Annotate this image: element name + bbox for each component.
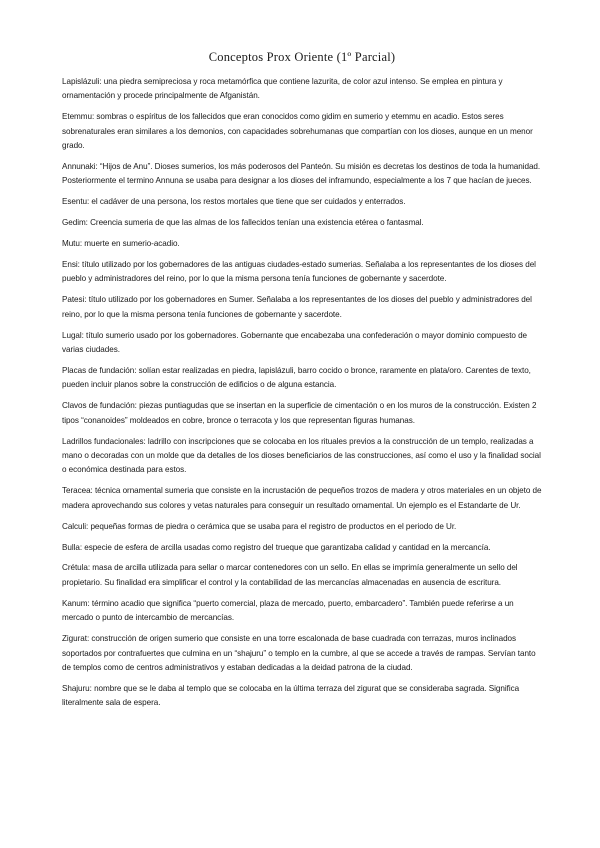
glossary-entry-cretula: Crétula: masa de arcilla utilizada para sellar o marcar contenedores con un sello. En ellas se imprimía generalmente un sello del propietario. Su finalidad era simplificar el control y la contabilidad de las mercancías almacenadas en ausencia de escritura. — [62, 563, 518, 587]
page-title: Conceptos Prox Oriente (1º Parcial) — [208, 50, 396, 64]
glossary-entry-gedim: Gedim: Creencia sumeria de que las almas de los fallecidos tenían una existencia etérea o fantasmal. — [62, 218, 424, 228]
glossary-entry-lugal: Lugal: título sumerio usado por los gobernadores. Gobernante que encabezaba una confederación o mayor dominio compuesto de varias ciudades. — [62, 330, 528, 355]
glossary-entry-patesi: Patesi: título utilizado por los gobernadores en Sumer. Señalaba a los representantes de los dioses del pueblo y administradores del reino, por lo que la misma persona tenía funciones de gobernante y sacerdote. — [62, 295, 532, 319]
glossary-entry-calculi: Calculi: pequeñas formas de piedra o cerámica que se usaba para el registro de productos en el periodo de Ur. — [62, 521, 457, 531]
glossary-entry-kanum: Kanum: término acadio que significa “puerto comercial, plaza de mercado, puerto, embarcadero”. También puede referirse a un mercado o punto de intercambio de mercancías. — [62, 598, 514, 623]
glossary-entry-lapislazuli: Lapislázuli: una piedra semipreciosa y roca metamórfica que contiene lazurita, de color azul intenso. Se emplea en pintura y ornamentación y procede principalmente de Afganistán. — [62, 77, 503, 101]
glossary-entry-mutu: Mutu: muerte en sumerio-acadio. — [62, 239, 180, 249]
glossary-entry-etemmu: Etemmu: sombras o espíritus de los fallecidos que eran conocidos como gidim en sumerio y etemmu en acadio. Estos seres sobrenaturales eran similares a los demonios, con capacidades sobrehumanas que compartían con los dioses, aunque en un menor grado. — [62, 112, 533, 151]
glossary-entry-annunaki: Annunaki: “Hijos de Anu”. Dioses sumerios, los más poderosos del Panteón. Su misión es decretas los destinos de toda la humanidad. Posteriormente el termino Annuna se usaba para designar a los dioses del inframundo, especialmente a los 7 que hacían de jueces. — [62, 162, 541, 186]
glossary-list — [62, 75, 542, 711]
glossary-entry-teracea: Teracea: técnica ornamental sumeria que consiste en la incrustación de pequeños trozos de madera y otros materiales en un objeto de madera aprovechando sus colores y vetas naturales para conseguir un resultado ornamental. Un ejemplo es el Estandarte de Ur. — [62, 486, 542, 510]
glossary-entry-ladrillos-fundacionales: Ladrillos fundacionales: ladrillo con inscripciones que se colocaba en los rituales previos a la construcción de un templo, realizadas a mano o decoradas con un molde que da detalles de los dioses beneficiarios de las construcciones, así como el uso y la finalidad social o económica destinada para estos. — [62, 436, 541, 475]
glossary-entry-esentu: Esentu: el cadáver de una persona, los restos mortales que tiene que ser cuidados y enterrados. — [62, 197, 406, 207]
glossary-entry-clavos-fundacion: Clavos de fundación: piezas puntiagudas que se insertan en la superficie de cimentación o en los muros de la construcción. Existen 2 tipos “conanoides” moldeados en cobre, bronce o terracota y los que representan figuras humanas. — [62, 401, 537, 425]
glossary-entry-bulla: Bulla: especie de esfera de arcilla usadas como registro del trueque que garantizaba calidad y cantidad en la mercancía. — [62, 542, 491, 552]
glossary-entry-shajuru: Shajuru: nombre que se le daba al templo que se colocaba en la última terraza del zigurat que se consideraba sagrada. Significa literalmente sala de espera. — [62, 683, 520, 708]
glossary-entry-placas-fundacion: Placas de fundación: solían estar realizadas en piedra, lapislázuli, barro cocido o bronce, raramente en plata/oro. Carentes de texto, pueden incluir planos sobre la construcción de edificios o de alguna estancia. — [62, 366, 531, 390]
glossary-entry-zigurat: Zigurat: construcción de origen sumerio que consiste en una torre escalonada de base cuadrada con terrazas, muros inclinados soportados por contrafuertes que culmina en un “shajuru” o templo en la cumbre, al que se accede a través de rampas. Servían tanto de templos como de centros administrativos y estaban dedicadas a la deidad patrona de la ciudad. — [62, 634, 536, 672]
glossary-entry-ensi: Ensi: título utilizado por los gobernadores de las antiguas ciudades-estado sumerias. Señalaba a los representantes de los dioses del pueblo y administradores del reino, por lo que la misma persona tenía funciones de gobernante y sacerdote. — [62, 260, 536, 284]
